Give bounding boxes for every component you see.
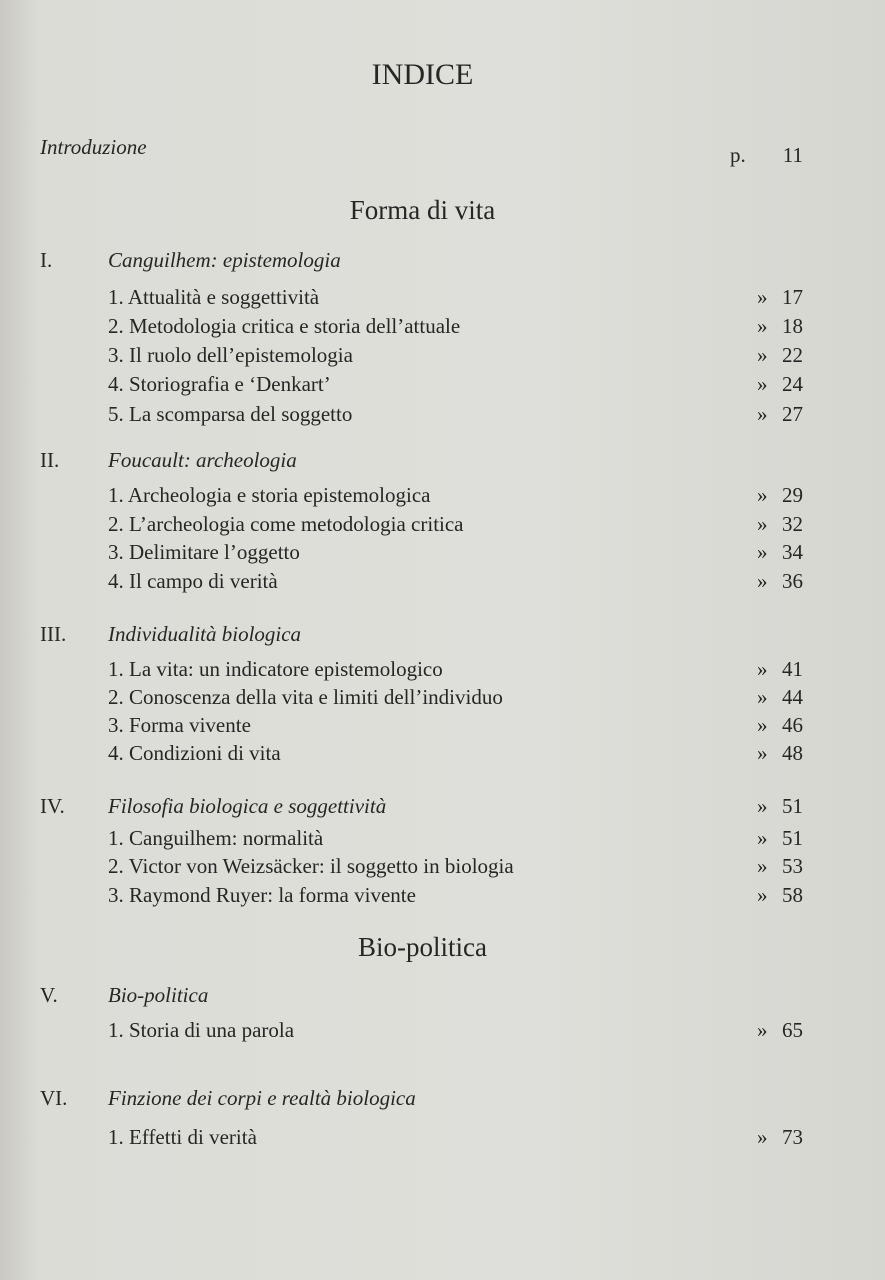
ditto-mark: » (757, 657, 768, 681)
toc-entry[interactable] (0, 481, 885, 509)
page-number: 46 (782, 713, 803, 737)
entry-title: 1. Attualità e soggettività (108, 285, 320, 309)
entry-title: 1. La vita: un indicatore epistemologico (108, 657, 443, 681)
entry-title: 2. Victor von Weizsäcker: il soggetto in biologia (108, 854, 514, 878)
page-number: 29 (782, 483, 803, 507)
chapter-number: I. (40, 248, 53, 272)
chapter-number: VI. (40, 1086, 68, 1110)
entry-title: 1. Archeologia e storia epistemologica (108, 483, 431, 507)
chapter-number: V. (40, 983, 58, 1007)
entry-title: 2. Conoscenza della vita e limiti dell’individuo (108, 685, 503, 709)
chapter-number: II. (40, 448, 60, 472)
page-number: 22 (782, 343, 803, 367)
chapter-title: Canguilhem: epistemologia (108, 248, 341, 272)
part-title: Forma di vita (349, 195, 496, 225)
page-number: 27 (782, 402, 803, 426)
page-number: 44 (782, 685, 803, 709)
ditto-mark: » (757, 794, 768, 818)
intro-label: Introduzione (40, 135, 147, 159)
toc-entry[interactable] (0, 852, 885, 880)
chapter-number: IV. (40, 794, 65, 818)
entry-title: 3. Il ruolo dell’epistemologia (108, 343, 353, 367)
ditto-mark: » (757, 285, 768, 309)
ditto-mark: » (757, 540, 768, 564)
toc-entry[interactable] (0, 1016, 885, 1044)
ditto-mark: » (757, 685, 768, 709)
ditto-mark: » (757, 1018, 768, 1042)
page-number: 51 (782, 826, 803, 850)
chapter-title: Finzione dei corpi e realtà biologica (108, 1086, 416, 1110)
toc-entry[interactable] (0, 400, 885, 428)
ditto-mark: » (757, 826, 768, 850)
ditto-mark: » (757, 512, 768, 536)
page-number: 24 (782, 372, 803, 396)
page-number: 48 (782, 741, 803, 765)
ditto-mark: » (757, 854, 768, 878)
page-number: 18 (782, 314, 803, 338)
entry-title: 2. Metodologia critica e storia dell’attuale (108, 314, 461, 338)
chapter-title: Individualità biologica (108, 622, 302, 646)
toc-entry[interactable] (0, 711, 885, 739)
page-number: 65 (782, 1018, 803, 1042)
toc-entry[interactable] (0, 370, 885, 398)
toc-entry[interactable] (0, 1123, 885, 1151)
part-title: Bio-politica (358, 932, 487, 962)
toc-chapter[interactable] (0, 792, 885, 820)
toc-chapter[interactable] (0, 1084, 885, 1112)
page-number: 17 (782, 285, 803, 309)
ditto-mark: » (757, 741, 768, 765)
page-number: 53 (782, 854, 803, 878)
entry-title: 1. Canguilhem: normalità (108, 826, 324, 850)
page-prefix: p. (730, 143, 746, 167)
toc-entry[interactable] (0, 567, 885, 595)
chapter-title: Bio-politica (108, 983, 209, 1007)
page-number: 34 (782, 540, 803, 564)
page-number: 36 (782, 569, 803, 593)
entry-title: 1. Effetti di verità (108, 1125, 257, 1149)
entry-title: 2. L’archeologia come metodologia critica (108, 512, 464, 536)
page-title: INDICE (371, 58, 474, 91)
entry-title: 3. Raymond Ruyer: la forma vivente (108, 883, 416, 907)
toc-entry[interactable] (0, 655, 885, 683)
toc-chapter[interactable] (0, 446, 885, 474)
toc-entry[interactable] (0, 881, 885, 909)
entry-title: 4. Condizioni di vita (108, 741, 281, 765)
page-number: 51 (782, 794, 803, 818)
toc-entry[interactable] (0, 683, 885, 711)
toc-chapter[interactable] (0, 620, 885, 648)
toc-entry[interactable] (0, 341, 885, 369)
toc-entry[interactable] (0, 510, 885, 538)
chapter-title: Filosofia biologica e soggettività (108, 794, 387, 818)
ditto-mark: » (757, 883, 768, 907)
entry-title: 3. Forma vivente (108, 713, 251, 737)
entry-title: 3. Delimitare l’oggetto (108, 540, 300, 564)
toc-entry[interactable] (0, 538, 885, 566)
ditto-mark: » (757, 483, 768, 507)
entry-title: 4. Il campo di verità (108, 569, 278, 593)
toc-entry[interactable] (0, 283, 885, 311)
page-number: 73 (782, 1125, 803, 1149)
toc-entry[interactable] (0, 739, 885, 767)
page-number: 58 (782, 883, 803, 907)
page-number: 11 (782, 143, 803, 167)
chapter-title: Foucault: archeologia (108, 448, 297, 472)
page-number: 32 (782, 512, 803, 536)
toc-entry[interactable] (0, 312, 885, 340)
entry-title: 1. Storia di una parola (108, 1018, 295, 1042)
page-number: 41 (782, 657, 803, 681)
entry-title: 5. La scomparsa del soggetto (108, 402, 353, 426)
toc-intro[interactable] (0, 133, 885, 167)
toc-entry[interactable] (0, 824, 885, 852)
ditto-mark: » (757, 343, 768, 367)
ditto-mark: » (757, 1125, 768, 1149)
entry-title: 4. Storiografia e ‘Denkart’ (108, 372, 331, 396)
ditto-mark: » (757, 402, 768, 426)
ditto-mark: » (757, 372, 768, 396)
toc-chapter[interactable] (0, 246, 885, 274)
ditto-mark: » (757, 569, 768, 593)
ditto-mark: » (757, 314, 768, 338)
ditto-mark: » (757, 713, 768, 737)
toc-chapter[interactable] (0, 981, 885, 1009)
chapter-number: III. (40, 622, 67, 646)
